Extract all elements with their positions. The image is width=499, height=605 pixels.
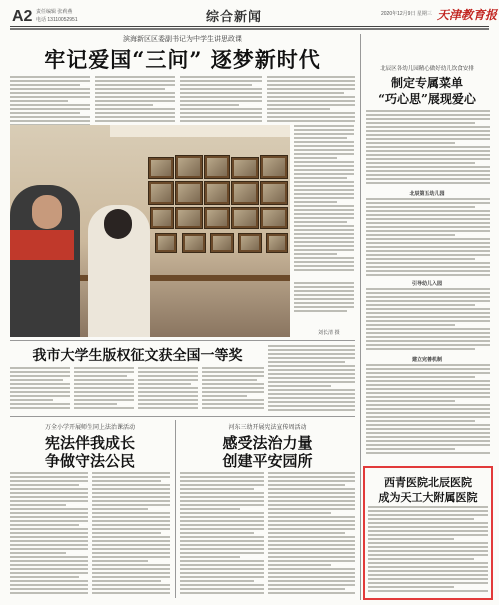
article-three-kicker: 万全小学开展师生同上法治课活动 — [44, 424, 135, 431]
article-three-headline-2: 争做守法公民 — [44, 452, 135, 470]
lead-body-col-5 — [294, 125, 354, 275]
lead-body-col-4 — [267, 76, 355, 124]
article-four-body-col-1 — [180, 472, 264, 598]
right-subhead-2: 引导幼儿入园 — [411, 281, 442, 287]
lead-kicker: 滨海新区区委副书记为中学生讲思政课 — [123, 35, 242, 43]
article-four-headline-1: 感受法治力量 — [222, 434, 313, 452]
second-headline: 我市大学生版权征文获全国一等奖 — [32, 348, 243, 364]
article-four-kicker: 河东三幼开展宪法宣传周活动 — [228, 424, 307, 431]
right-body-4 — [366, 364, 490, 456]
divider — [10, 340, 355, 341]
article-three-body-col-1 — [10, 472, 88, 598]
second-body-col-5 — [268, 345, 355, 413]
right-body-3 — [366, 288, 490, 354]
section-title: 综合新闻 — [206, 10, 263, 25]
right-kicker: 北辰区各幼儿园精心做好幼儿饮食安排 — [380, 66, 474, 72]
article-three-headline-1: 宪法伴我成长 — [44, 434, 135, 452]
photo-caption-text — [294, 282, 354, 326]
right-headline-2: “巧心思”展现爱心 — [378, 92, 476, 106]
right-subhead-1: 北辰第五幼儿园 — [409, 191, 445, 197]
lead-photo — [10, 125, 290, 337]
right-body-2 — [366, 198, 490, 278]
editor-line: 责任编辑 张莉燕 — [36, 9, 73, 15]
header-rule — [10, 26, 489, 27]
article-four-body-col-2 — [268, 472, 355, 598]
second-body-col-1 — [10, 367, 70, 413]
header-rule-thick — [10, 28, 489, 30]
newspaper-logo: 天津教育报 — [437, 8, 498, 22]
issue-date: 2020年12月9日 星期三 — [381, 11, 432, 17]
lead-body-col-2 — [95, 76, 175, 124]
right-subhead-3: 建立完善机制 — [411, 357, 442, 363]
boxed-headline-1: 西青医院北辰医院 — [384, 476, 472, 489]
lead-body-col-3 — [180, 76, 262, 124]
right-headline-1: 制定专属菜单 — [390, 76, 463, 90]
divider — [10, 416, 355, 417]
column-divider — [175, 420, 176, 598]
boxed-body — [368, 506, 488, 594]
article-four-headline-2: 创建平安园所 — [222, 452, 313, 470]
article-three-body-col-2 — [92, 472, 170, 598]
second-body-col-4 — [202, 367, 264, 413]
page-number: A2 — [12, 8, 33, 25]
right-body-1 — [366, 110, 490, 188]
second-body-col-2 — [74, 367, 134, 413]
boxed-headline-2: 成为天工大附属医院 — [378, 491, 478, 504]
second-body-col-3 — [138, 367, 198, 413]
right-column-divider — [360, 34, 361, 600]
phone-line: 电话 13110052951 — [36, 17, 78, 23]
photo-credit: 刘长清 摄 — [318, 330, 340, 336]
lead-headline: 牢记爱国“三问” 逐梦新时代 — [44, 47, 321, 72]
